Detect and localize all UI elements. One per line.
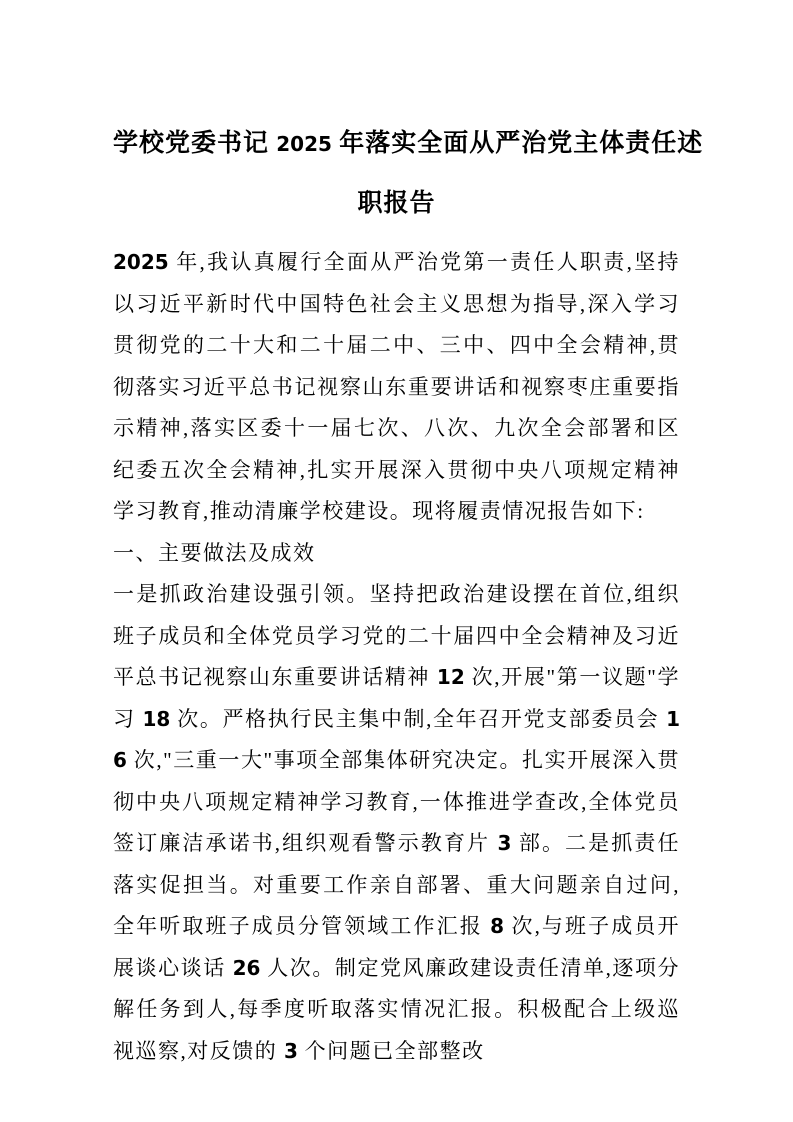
document-title-line-2: 职报告 [357, 190, 436, 217]
paragraph-introduction: 2025 年,我认真履行全面从严治党第一责任人职责,坚持以习近平新时代中国特色社会主义思想为指导,深入学习贯彻党的二十大和二十届二中、三中、四中全会精神,贯彻落实习近平总书记视察山东重要讲话和视察枣庄重要指示精神,落实区委十一届七次、八次、九次全会部署和区纪委五次全会精神,扎实开展深入贯彻中央八项规定精神学习教育,推动清廉学校建设。现将履责情况报告如下: [113, 250, 680, 523]
document-title-line-1: 学校党委书记 2025 年落实全面从严治党主体责任述 [113, 130, 704, 157]
paragraph-measures-and-results: 一是抓政治建设强引领。坚持把政治建设摆在首位,组织班子成员和全体党员学习党的二十届四中全会精神及习近平总书记视察山东重要讲话精神 12 次,开展"第一议题"学习 18 次。严格执行民主集中制,全年召开党支部委员会 16 次,"三重一大"事项全部集体研究决定。扎实开展深入贯彻中央八项规定精神学习教育,一体推进学查改,全体党员签订廉洁承诺书,组织观看警示教育片 3 部。二是抓责任落实促担当。对重要工作亲自部署、重大问题亲自过问,全年听取班子成员分管领域工作汇报 8 次,与班子成员开展谈心谈话 26 人次。制定党风廉政建设责任清单,逐项分解任务到人,每季度听取落实情况汇报。积极配合上级巡视巡察,对反馈的 3 个问题已全部整改 [113, 582, 681, 1063]
document-body [113, 242, 680, 1072]
section-heading-main-practices: 一、主要做法及成效 [113, 540, 316, 565]
document-title [113, 114, 704, 234]
document-content [113, 114, 704, 1072]
